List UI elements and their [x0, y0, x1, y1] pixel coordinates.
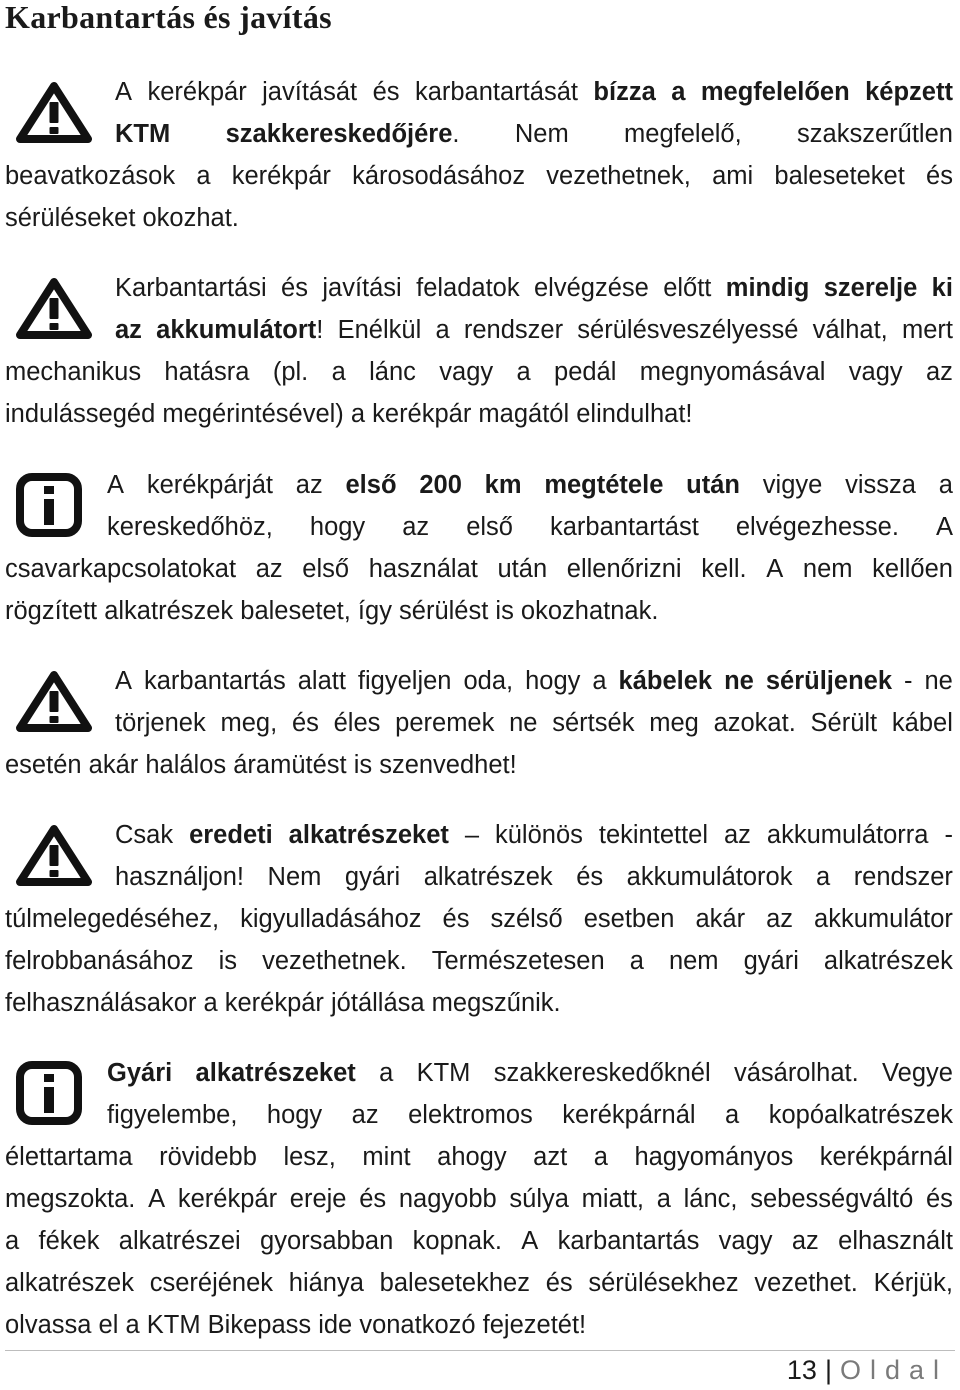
word: vezethet.: [754, 1269, 858, 1297]
warning-triangle-icon: [15, 824, 95, 896]
word: ereje: [289, 1185, 347, 1213]
word: akkumulátort: [156, 316, 317, 344]
word: mert: [901, 316, 953, 344]
word: nem: [802, 555, 853, 583]
text-line: [107, 1052, 953, 1094]
word: után: [686, 471, 740, 499]
word: hagyományos: [634, 1143, 794, 1171]
word: A: [115, 78, 133, 106]
info-icon: [15, 1060, 95, 1132]
word: hogy: [266, 1101, 323, 1129]
text-line: [107, 506, 953, 548]
word: szakszerűtlen: [797, 120, 953, 148]
word: A: [521, 1227, 539, 1255]
word: ellenőrizni: [566, 555, 682, 583]
word: karbantartás: [557, 1227, 700, 1255]
info-note: [5, 1052, 953, 1346]
text-line: [5, 1220, 953, 1262]
word: kellően: [872, 555, 953, 583]
word: kereskedőhöz,: [107, 513, 273, 541]
word: kigyulladásához: [240, 905, 422, 933]
word: elvégezhesse.: [735, 513, 899, 541]
word: a: [592, 667, 607, 695]
word: az: [351, 1101, 379, 1129]
word: mechanikus: [5, 358, 142, 386]
word: fékek: [38, 1227, 100, 1255]
word: karbantartást: [550, 513, 699, 541]
word: 200: [419, 471, 462, 499]
footer-separator: |: [824, 1355, 832, 1385]
word: Enélkül: [337, 316, 422, 344]
word: szakkereskedőknél: [493, 1059, 711, 1087]
word: Vegye: [882, 1059, 953, 1087]
word: megtétele: [544, 471, 664, 499]
word: peremek: [395, 709, 495, 737]
word: vagy: [848, 358, 903, 386]
word: a: [815, 863, 831, 891]
word: feladatok: [416, 274, 520, 302]
word: Gyári: [107, 1059, 173, 1087]
info-note: [5, 464, 953, 632]
word: hogy: [309, 513, 366, 541]
word: akkumulátorok: [626, 863, 793, 891]
word: után: [497, 555, 548, 583]
word: és: [281, 274, 308, 302]
text-line: olvassa el a KTM Bikepass ide vonatkozó fejezetét!: [5, 1311, 587, 1339]
word: a: [5, 1227, 20, 1255]
word: alkatrészek: [5, 1269, 134, 1297]
word: és: [372, 78, 400, 106]
word: a: [196, 162, 211, 190]
word: kerékpár: [231, 162, 331, 190]
word: vezethetnek,: [546, 162, 691, 190]
word: az: [402, 513, 430, 541]
word: károsodásához: [352, 162, 526, 190]
warning-triangle-icon: [15, 277, 95, 349]
word: kábel: [891, 709, 953, 737]
word: vagy: [439, 358, 494, 386]
word: A: [766, 555, 784, 583]
word: akár: [695, 905, 746, 933]
word: gyorsabban: [260, 1227, 394, 1255]
word: vezethetnek.: [262, 947, 407, 975]
word: megnyomásával: [639, 358, 826, 386]
word: elhasznált: [838, 1227, 953, 1255]
word: lesz,: [283, 1143, 336, 1171]
word: első: [466, 513, 513, 541]
word: is: [218, 947, 238, 975]
word: szakkereskedőjére: [225, 120, 453, 148]
word: -: [944, 821, 953, 849]
word: kerékpár: [147, 78, 247, 106]
word: alkatrészek: [423, 863, 553, 891]
word: A: [148, 1185, 166, 1213]
word: kerékpárnál: [562, 1101, 696, 1129]
word: pedál: [554, 358, 617, 386]
text-line: [5, 898, 953, 940]
word: és: [925, 1185, 953, 1213]
text-line: [115, 267, 953, 309]
word: szakkereskedőjére.: [225, 120, 460, 148]
word: a: [379, 1059, 394, 1087]
word: balesetekhez: [379, 1269, 530, 1297]
word: A: [935, 513, 953, 541]
word: első: [302, 555, 350, 583]
word: mindig: [725, 274, 810, 302]
word: hogy: [525, 667, 581, 695]
word: megfelelő,: [624, 120, 742, 148]
word: és: [545, 1269, 573, 1297]
word: elvégzése: [533, 274, 649, 302]
warning-note: [5, 814, 953, 1024]
word: azokat.: [713, 709, 796, 737]
word: kerékpárnál: [819, 1143, 953, 1171]
word: Sérült: [810, 709, 878, 737]
word: szerelje: [823, 274, 918, 302]
word: az: [926, 358, 953, 386]
word: A: [115, 667, 133, 695]
word: éles: [333, 709, 381, 737]
word: vissza: [845, 471, 916, 499]
word: akkumulátorra: [766, 821, 929, 849]
word: sérülésveszélyessé: [577, 316, 799, 344]
word: meg,: [220, 709, 278, 737]
text-line: [115, 814, 953, 856]
word: figyelembe,: [107, 1101, 238, 1129]
word: miatt,: [581, 1185, 645, 1213]
text-line: esetén akár halálos áramütést is szenvedhet!: [5, 751, 517, 779]
word: különös: [495, 821, 583, 849]
word: az: [724, 821, 751, 849]
word: mint: [362, 1143, 411, 1171]
word: nem: [668, 947, 719, 975]
word: a: [671, 78, 686, 106]
word: karbantartását: [414, 78, 578, 106]
word: és: [576, 863, 604, 891]
word: lánc,: [683, 1185, 738, 1213]
word: (pl.: [272, 358, 309, 386]
word: gyári: [743, 947, 799, 975]
word: alkatrészeket: [195, 1059, 356, 1087]
word: eredeti: [189, 821, 273, 849]
word: előtt: [663, 274, 712, 302]
warning-note: [5, 267, 953, 435]
word: vagy: [718, 1227, 773, 1255]
word: meg: [649, 709, 699, 737]
text-line: [5, 1136, 953, 1178]
footer-divider: [5, 1350, 955, 1351]
page-footer: [787, 1352, 948, 1388]
word: a: [435, 316, 450, 344]
text-line: [5, 351, 953, 393]
info-icon: [15, 472, 95, 544]
word: és: [442, 905, 470, 933]
word: kell.: [701, 555, 747, 583]
word: figyeljen: [357, 667, 452, 695]
word: és: [359, 1185, 387, 1213]
word: képzett: [865, 78, 953, 106]
word: Természetesen: [431, 947, 605, 975]
word: javítási: [322, 274, 402, 302]
word: alatt: [297, 667, 346, 695]
word: beavatkozások: [5, 162, 176, 190]
text-line: [115, 660, 953, 702]
word: –: [464, 821, 480, 849]
word: törjenek: [115, 709, 206, 737]
word: sérülésekhez: [588, 1269, 739, 1297]
word: alkatrészeket: [288, 821, 449, 849]
word: esetben: [583, 905, 675, 933]
word: használat: [368, 555, 478, 583]
page-label: Oldal: [839, 1355, 948, 1385]
word: a: [938, 471, 953, 499]
word: Kérjük,: [873, 1269, 953, 1297]
text-line: [5, 1262, 953, 1304]
word: felrobbanásához: [5, 947, 194, 975]
word: ki: [931, 274, 953, 302]
text-line: indulássegéd megérintésével) a kerékpár magától elindulhat!: [5, 400, 693, 428]
word: ne: [509, 709, 538, 737]
text-line: rögzített alkatrészek balesetet, így sérülést is okozhatnak.: [5, 597, 659, 625]
text-line: sérüléseket okozhat.: [5, 204, 239, 232]
text-line: [5, 548, 953, 590]
word: azt: [533, 1143, 568, 1171]
word: A: [107, 471, 125, 499]
text-line: [107, 464, 953, 506]
word: akkumulátor: [814, 905, 953, 933]
word: Csak: [115, 821, 174, 849]
text-line: [115, 113, 953, 155]
word: ne: [724, 667, 754, 695]
word: első: [345, 471, 397, 499]
word: Nem: [267, 863, 322, 891]
word: az: [295, 471, 323, 499]
warning-triangle-icon: [15, 81, 95, 153]
word: elektromos: [408, 1101, 533, 1129]
word: és: [926, 162, 953, 190]
word: a: [516, 358, 531, 386]
word: a: [725, 1101, 740, 1129]
word: rendszer: [463, 316, 564, 344]
word: javítását: [262, 78, 358, 106]
word: KTM: [115, 120, 171, 148]
word: túlmelegedéséhez,: [5, 905, 220, 933]
word: rendszer: [853, 863, 953, 891]
word: tekintettel: [598, 821, 709, 849]
word: használjon!: [115, 863, 245, 891]
text-line: [5, 1178, 953, 1220]
word: alkatrészek: [823, 947, 953, 975]
text-line: felhasználásakor a kerékpár jótállása megszűnik.: [5, 989, 561, 1017]
text-line: [5, 155, 953, 197]
word: a: [656, 1185, 671, 1213]
text-line: [115, 309, 953, 351]
word: -: [904, 667, 913, 695]
word: szélső: [490, 905, 563, 933]
word: lánc: [369, 358, 416, 386]
word: a: [331, 358, 346, 386]
word: kábelek: [618, 667, 713, 695]
word: az: [791, 1227, 819, 1255]
page-title: Karbantartás és javítás: [5, 0, 332, 35]
word: ami: [712, 162, 754, 190]
word: súlya: [509, 1185, 569, 1213]
word: vigye: [762, 471, 823, 499]
word: megszokta.: [5, 1185, 136, 1213]
word: gyári: [344, 863, 401, 891]
word: nagyobb: [398, 1185, 497, 1213]
word: hatásra: [164, 358, 250, 386]
word: válhat,: [812, 316, 888, 344]
word: az: [255, 555, 283, 583]
word: vásárolhat.: [733, 1059, 859, 1087]
word: kopóalkatrészek: [768, 1101, 953, 1129]
word: az: [115, 316, 142, 344]
word: sértsék: [552, 709, 635, 737]
word: sérüljenek: [765, 667, 893, 695]
word: megfelelően: [700, 78, 850, 106]
word: Nem: [514, 120, 569, 148]
word: a: [593, 1143, 608, 1171]
word: kerékpárját: [146, 471, 273, 499]
word: ahogy: [437, 1143, 507, 1171]
word: kopnak.: [412, 1227, 502, 1255]
word: akkumulátort!: [156, 316, 324, 344]
word: élettartama: [5, 1143, 133, 1171]
word: km: [484, 471, 522, 499]
text-line: [107, 1094, 953, 1136]
word: alkatrészei: [118, 1227, 241, 1255]
word: karbantartás: [144, 667, 286, 695]
text-line: [5, 940, 953, 982]
text-line: [115, 702, 953, 744]
text-line: [115, 856, 953, 898]
word: cseréjének: [149, 1269, 274, 1297]
word: csavarkapcsolatokat: [5, 555, 237, 583]
warning-note: [5, 660, 953, 786]
word: sebességváltó: [750, 1185, 914, 1213]
word: hiánya: [288, 1269, 364, 1297]
text-line: [115, 71, 953, 113]
word: és: [291, 709, 319, 737]
page-number: 13: [786, 1355, 817, 1385]
word: az: [766, 905, 794, 933]
word: ne: [924, 667, 953, 695]
word: oda,: [463, 667, 514, 695]
word: baleseteket: [774, 162, 905, 190]
word: a: [629, 947, 644, 975]
word: KTM: [416, 1059, 471, 1087]
warning-triangle-icon: [15, 670, 95, 742]
word: rövidebb: [159, 1143, 257, 1171]
word: kerékpár: [177, 1185, 278, 1213]
word: bízza: [593, 78, 656, 106]
word: Karbantartási: [115, 274, 267, 302]
warning-note: [5, 71, 953, 239]
